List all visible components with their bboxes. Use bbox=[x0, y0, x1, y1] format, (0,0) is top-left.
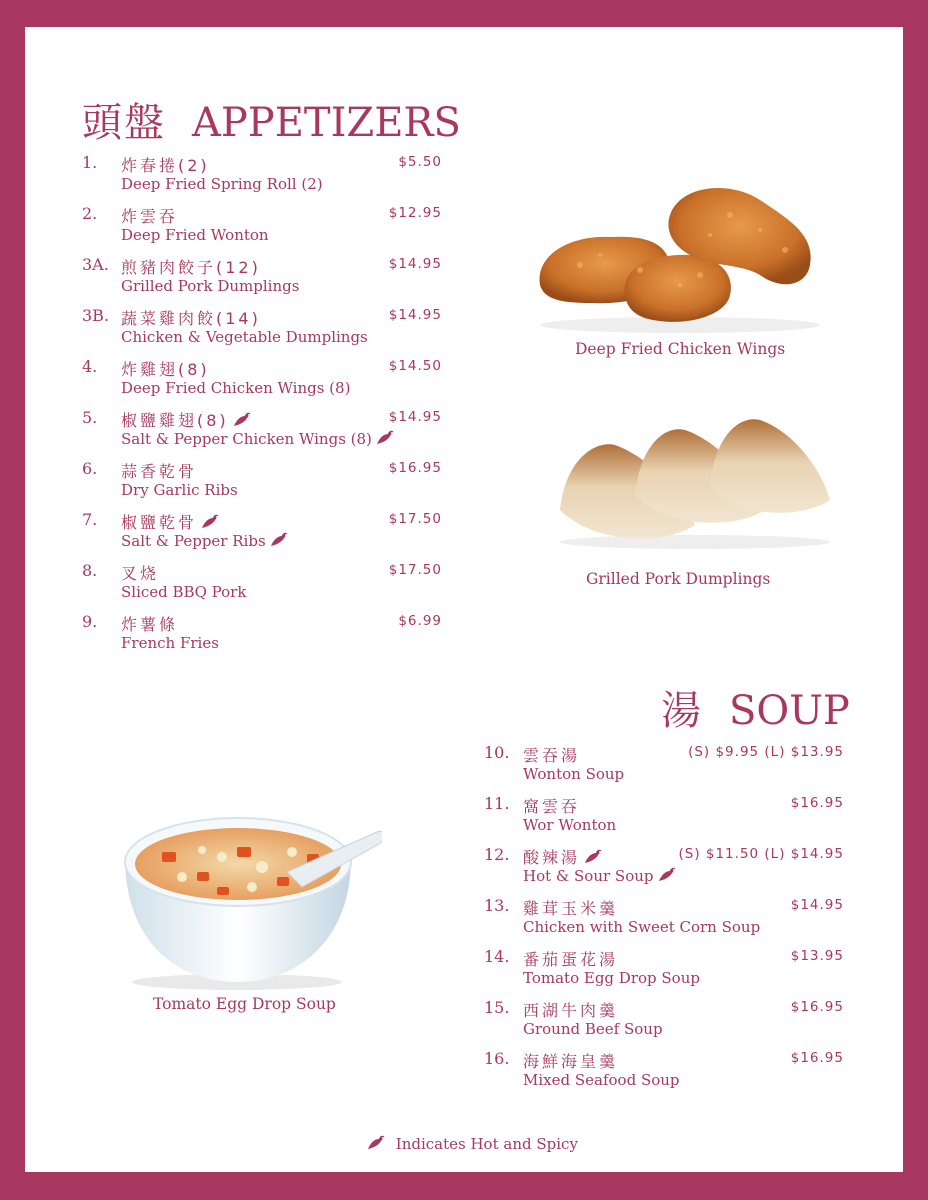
item-price: $13.95 bbox=[790, 948, 844, 964]
chili-pepper-icon bbox=[376, 430, 394, 446]
item-name-en bbox=[523, 918, 760, 936]
dumplings-caption: Grilled Pork Dumplings bbox=[586, 570, 771, 588]
menu-item bbox=[82, 255, 442, 303]
item-number: 8. bbox=[82, 561, 98, 580]
soup-title-en: SOUP bbox=[729, 688, 850, 734]
menu-item bbox=[82, 306, 442, 354]
item-name-cn-text: 雲吞湯 bbox=[523, 746, 581, 765]
item-name-en bbox=[523, 969, 700, 987]
item-price: $14.95 bbox=[790, 897, 844, 913]
item-name-cn bbox=[121, 255, 261, 278]
item-name-en-text: Chicken & Vegetable Dumplings bbox=[121, 328, 368, 346]
item-name-cn-text: 椒鹽乾骨 bbox=[121, 513, 198, 532]
menu-item bbox=[484, 947, 844, 995]
item-number: 3B. bbox=[82, 306, 110, 325]
item-name-cn-text: 西湖牛肉羹 bbox=[523, 1001, 619, 1020]
menu-item bbox=[82, 459, 442, 507]
item-name-en bbox=[121, 226, 269, 244]
item-name-en-text: Salt & Pepper Ribs bbox=[121, 532, 266, 550]
item-name-en-text: Chicken with Sweet Corn Soup bbox=[523, 918, 761, 936]
item-price: $14.95 bbox=[388, 256, 442, 272]
spicy-legend bbox=[363, 1135, 578, 1153]
item-price: (S) $9.95 (L) $13.95 bbox=[688, 744, 844, 760]
item-name-cn bbox=[121, 153, 210, 176]
item-name-cn bbox=[523, 947, 618, 970]
item-number: 11. bbox=[484, 794, 510, 813]
item-name-cn-text: 窩雲吞 bbox=[523, 797, 581, 816]
appetizers-title-cn: 頭盤 bbox=[82, 100, 166, 146]
item-name-en-text: Mixed Seafood Soup bbox=[523, 1071, 680, 1089]
item-name-en bbox=[523, 765, 624, 783]
item-name-en bbox=[121, 430, 394, 448]
item-name-cn-text: 叉烧 bbox=[121, 564, 160, 583]
item-number: 7. bbox=[82, 510, 98, 529]
item-name-en bbox=[121, 175, 323, 193]
item-name-cn bbox=[121, 561, 159, 584]
item-name-cn-text: 蔬菜雞肉餃(14) bbox=[121, 309, 261, 328]
item-name-en-text: Hot & Sour Soup bbox=[523, 867, 654, 885]
item-name-en-text: Salt & Pepper Chicken Wings (8) bbox=[121, 430, 372, 448]
item-number: 2. bbox=[82, 204, 98, 223]
item-name-cn-text: 番茄蛋花湯 bbox=[523, 950, 619, 969]
menu-page bbox=[25, 27, 903, 1172]
item-name-cn-text: 蒜香乾骨 bbox=[121, 462, 198, 481]
menu-item bbox=[82, 408, 442, 456]
item-name-cn bbox=[121, 408, 251, 431]
menu-item bbox=[484, 794, 844, 842]
menu-item bbox=[82, 510, 442, 558]
chicken-wings-photo bbox=[530, 175, 830, 335]
item-price: $14.95 bbox=[388, 307, 442, 323]
item-number: 12. bbox=[484, 845, 510, 864]
item-name-en bbox=[121, 583, 246, 601]
item-name-cn bbox=[523, 998, 618, 1021]
item-name-cn bbox=[523, 896, 618, 919]
item-number: 1. bbox=[82, 153, 98, 172]
item-price: (S) $11.50 (L) $14.95 bbox=[678, 846, 844, 862]
item-name-cn bbox=[121, 510, 219, 533]
item-name-cn-text: 炸雲吞 bbox=[121, 207, 179, 226]
item-name-en-text: French Fries bbox=[121, 634, 219, 652]
item-name-en-text: Grilled Pork Dumplings bbox=[121, 277, 300, 295]
item-name-en bbox=[523, 1020, 663, 1038]
item-price: $12.95 bbox=[388, 205, 442, 221]
item-price: $17.50 bbox=[388, 511, 442, 527]
item-price: $14.95 bbox=[388, 409, 442, 425]
chili-pepper-icon bbox=[367, 1135, 385, 1151]
chili-pepper-icon bbox=[658, 867, 676, 883]
item-name-cn bbox=[121, 459, 197, 482]
chili-pepper-icon bbox=[201, 514, 219, 530]
item-name-cn-text: 椒鹽雞翅(8) bbox=[121, 411, 229, 430]
item-price: $16.95 bbox=[790, 1050, 844, 1066]
item-name-en bbox=[121, 328, 368, 346]
item-number: 9. bbox=[82, 612, 98, 631]
item-name-cn-text: 炸雞翅(8) bbox=[121, 360, 210, 379]
chicken-wings-caption: Deep Fried Chicken Wings bbox=[575, 340, 786, 358]
item-price: $16.95 bbox=[790, 999, 844, 1015]
item-name-en-text: Wonton Soup bbox=[523, 765, 625, 783]
item-name-cn bbox=[523, 1049, 618, 1072]
item-name-cn bbox=[121, 306, 261, 329]
item-name-cn bbox=[121, 357, 210, 380]
menu-item bbox=[484, 896, 844, 944]
item-name-cn bbox=[523, 743, 580, 766]
item-name-en bbox=[121, 634, 219, 652]
appetizers-title bbox=[82, 100, 461, 146]
item-name-en-text: Deep Fried Wonton bbox=[121, 226, 269, 244]
chili-pepper-icon bbox=[233, 412, 251, 428]
item-name-en bbox=[523, 1071, 680, 1089]
item-price: $6.99 bbox=[398, 613, 442, 629]
item-price: $16.95 bbox=[790, 795, 844, 811]
menu-item bbox=[82, 153, 442, 201]
chili-pepper-icon bbox=[584, 849, 602, 865]
soup-title-cn: 湯 bbox=[661, 688, 703, 734]
item-number: 6. bbox=[82, 459, 98, 478]
soup-bowl-photo bbox=[117, 792, 382, 992]
soup-title bbox=[661, 688, 850, 734]
menu-item bbox=[484, 998, 844, 1046]
menu-item bbox=[82, 561, 442, 609]
item-name-cn-text: 海鮮海皇羹 bbox=[523, 1052, 619, 1071]
item-number: 5. bbox=[82, 408, 98, 427]
item-name-en-text: Tomato Egg Drop Soup bbox=[523, 969, 700, 987]
item-number: 3A. bbox=[82, 255, 109, 274]
item-name-cn bbox=[523, 794, 580, 817]
item-name-cn-text: 煎豬肉餃子(12) bbox=[121, 258, 261, 277]
item-name-en-text: Dry Garlic Ribs bbox=[121, 481, 238, 499]
item-name-en bbox=[523, 816, 616, 834]
item-name-cn-text: 炸薯條 bbox=[121, 615, 179, 634]
item-price: $5.50 bbox=[398, 154, 442, 170]
item-name-en bbox=[121, 532, 288, 550]
item-number: 15. bbox=[484, 998, 510, 1017]
item-name-cn bbox=[121, 612, 178, 635]
item-number: 16. bbox=[484, 1049, 510, 1068]
item-name-en-text: Deep Fried Spring Roll (2) bbox=[121, 175, 323, 193]
item-price: $14.50 bbox=[388, 358, 442, 374]
menu-item bbox=[484, 845, 844, 893]
menu-item bbox=[484, 1049, 844, 1097]
soup-caption: Tomato Egg Drop Soup bbox=[153, 995, 336, 1013]
appetizers-title-en: APPETIZERS bbox=[192, 100, 461, 146]
item-price: $17.50 bbox=[388, 562, 442, 578]
item-name-cn-text: 酸辣湯 bbox=[523, 848, 581, 867]
item-number: 14. bbox=[484, 947, 510, 966]
item-name-en-text: Ground Beef Soup bbox=[523, 1020, 663, 1038]
item-number: 4. bbox=[82, 357, 98, 376]
item-name-en bbox=[121, 277, 299, 295]
item-name-cn-text: 炸春捲(2) bbox=[121, 156, 210, 175]
item-name-en-text: Wor Wonton bbox=[523, 816, 617, 834]
menu-item bbox=[484, 743, 844, 791]
item-name-cn-text: 雞茸玉米羹 bbox=[523, 899, 619, 918]
menu-item bbox=[82, 204, 442, 252]
item-name-en bbox=[523, 867, 676, 885]
item-name-en bbox=[121, 481, 238, 499]
menu-item bbox=[82, 612, 442, 660]
item-number: 13. bbox=[484, 896, 510, 915]
item-name-cn bbox=[523, 845, 602, 868]
item-name-en-text: Deep Fried Chicken Wings (8) bbox=[121, 379, 351, 397]
item-name-cn bbox=[121, 204, 178, 227]
item-name-en bbox=[121, 379, 350, 397]
chili-pepper-icon bbox=[270, 532, 288, 548]
item-number: 10. bbox=[484, 743, 510, 762]
menu-item bbox=[82, 357, 442, 405]
dumplings-photo bbox=[555, 410, 835, 550]
item-name-en-text: Sliced BBQ Pork bbox=[121, 583, 247, 601]
item-price: $16.95 bbox=[388, 460, 442, 476]
spicy-legend-text: Indicates Hot and Spicy bbox=[395, 1135, 578, 1153]
